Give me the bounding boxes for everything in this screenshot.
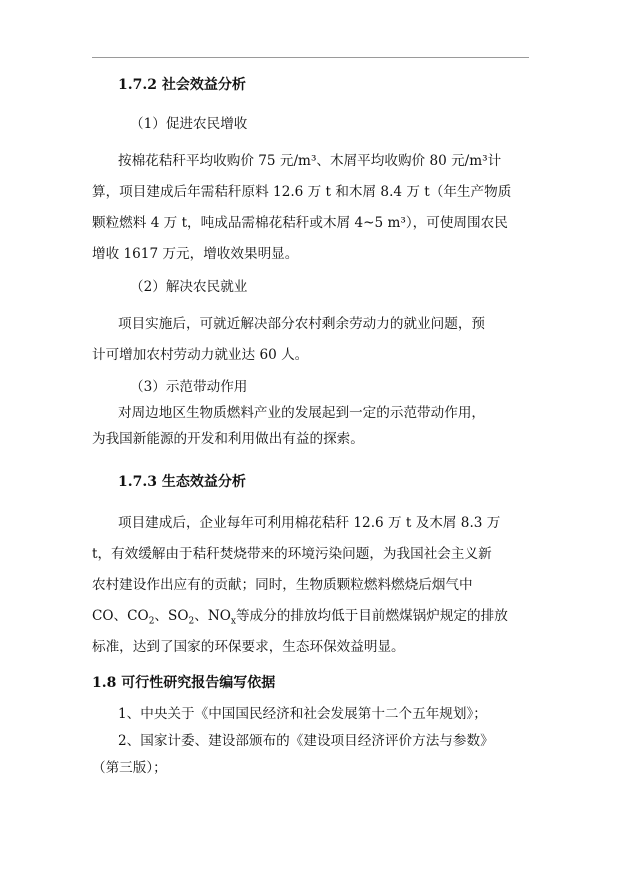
formula-co2: $CO_2$ — [127, 608, 155, 627]
paragraph-line: 颗粒燃料 4 万 t，吨成品需棉花秸秆或木屑 4~5 m³），可使周围农民 — [92, 215, 508, 231]
list-item: 1、中央关于《中国国民经济和社会发展第十二个五年规划》； — [118, 706, 487, 722]
heading-1-7-3: 1.7.3 生态效益分析 — [118, 474, 246, 490]
paragraph-line: 为我国新能源的开发和利用做出有益的探索。 — [92, 431, 364, 447]
list-item: 2、国家计委、建设部颁布的《建设项目经济评价方法与参数》 — [118, 733, 494, 749]
list-item-continuation: （第三版）； — [92, 760, 167, 776]
formula-nox: $NO_x$ — [207, 608, 236, 627]
paragraph-line: 对周边地区生物质燃料产业的发展起到一定的示范带动作用， — [118, 405, 486, 421]
paragraph-line: 增收 1617 万元，增收效果明显。 — [92, 246, 299, 262]
subheading-demonstration: （3）示范带动作用 — [130, 379, 248, 395]
paragraph-line: 标准，达到了国家的环保要求，生态环保效益明显。 — [92, 639, 405, 655]
separator: 、 — [154, 608, 169, 624]
emissions-line — [92, 607, 508, 625]
paragraph-line: 项目实施后，可就近解决部分农村剩余劳动力的就业问题，预 — [118, 316, 486, 332]
paragraph-line: 按棉花秸秆平均收购价 75 元/m³、木屑平均收购价 80 元/m³计 — [118, 153, 502, 169]
heading-1-8: 1.8 可行性研究报告编写依据 — [92, 675, 276, 691]
paragraph-line: t，有效缓解由于秸秆焚烧带来的环境污染问题，为我国社会主义新 — [92, 546, 492, 562]
paragraph-line: 农村建设作出应有的贡献；同时，生物质颗粒燃料燃烧后烟气中 — [92, 577, 473, 593]
paragraph-line: 算，项目建成后年需秸秆原料 12.6 万 t 和木屑 8.4 万 t（年生产物质 — [92, 184, 512, 200]
separator: 、 — [194, 608, 208, 624]
paragraph-line: 项目建成后，企业每年可利用棉花秸秆 12.6 万 t 及木屑 8.3 万 — [118, 515, 501, 531]
formula-so2: $SO_2$ — [168, 608, 195, 627]
header-rule — [92, 57, 529, 58]
formula-co: CO — [92, 608, 114, 624]
subheading-employment: （2）解决农民就业 — [130, 279, 248, 295]
subheading-increase-income: （1）促进农民增收 — [130, 116, 248, 132]
paragraph-line: 计可增加农村劳动力就业达 60 人。 — [92, 347, 309, 363]
heading-1-7-2: 1.7.2 社会效益分析 — [118, 77, 246, 93]
emissions-tail: 等成分的排放均低于目前燃煤锅炉规定的排放 — [235, 608, 508, 624]
separator: 、 — [113, 608, 128, 624]
